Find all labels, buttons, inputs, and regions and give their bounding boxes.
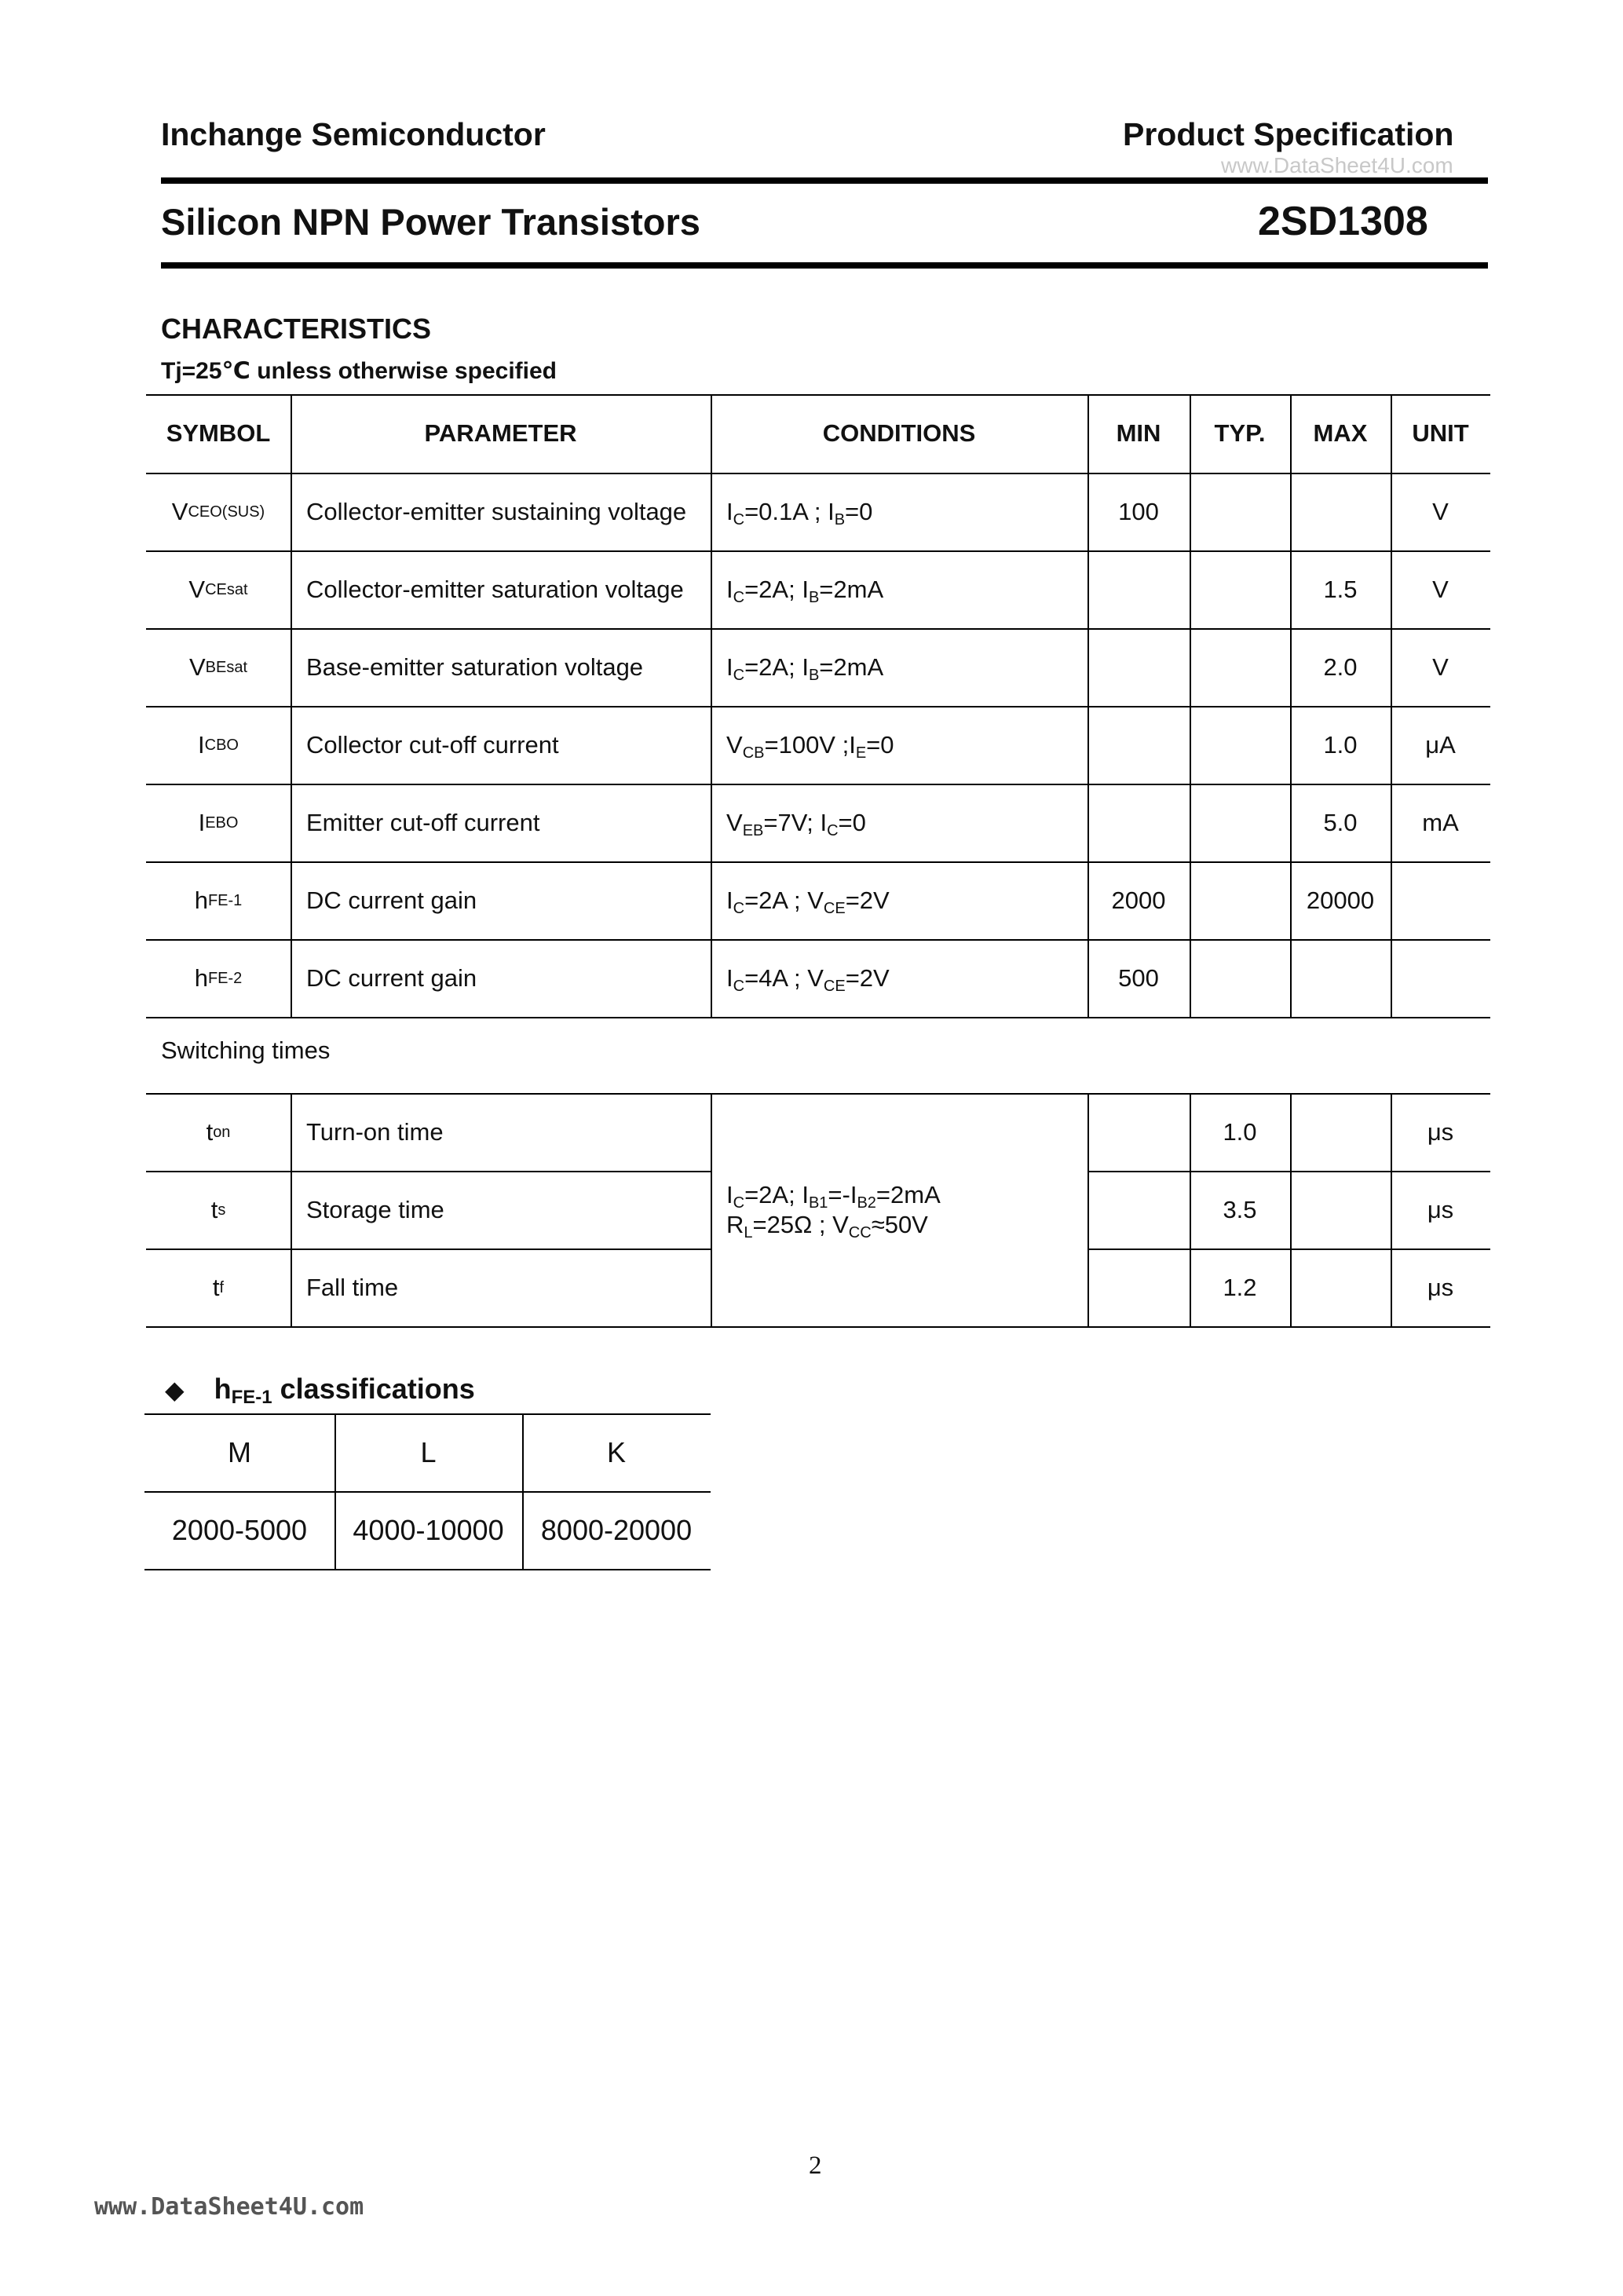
cond-part: I — [726, 886, 733, 914]
cond-part: =2mA — [819, 653, 884, 681]
cond-part: I — [726, 1180, 733, 1208]
symbol-main: t — [212, 1273, 220, 1301]
typ-cell — [1190, 861, 1290, 939]
class-grade: L — [420, 1435, 437, 1468]
cond-part: V — [726, 730, 743, 759]
cond-part: I — [726, 575, 733, 603]
cond-sub: L — [744, 1223, 753, 1241]
table-col-divider — [1087, 1093, 1089, 1326]
symbol-cell: I CBO — [198, 730, 239, 759]
part-number: 2SD1308 — [1258, 199, 1428, 244]
table-col-divider — [1290, 1093, 1292, 1326]
table-header-cell: TYP. — [1214, 419, 1266, 447]
min-cell — [1087, 550, 1190, 628]
max-cell: 1.5 — [1323, 575, 1358, 603]
symbol-main: h — [194, 963, 208, 992]
parameter-cell: Base-emitter saturation voltage — [306, 653, 644, 681]
cond-sub: B2 — [857, 1194, 876, 1212]
cond-sub: CB — [742, 744, 765, 762]
cond-part: I — [726, 653, 733, 681]
cond-sub: C — [827, 821, 839, 839]
cond-part: I — [726, 963, 733, 992]
typ-cell — [1190, 706, 1290, 784]
header-rule-top — [161, 177, 1488, 184]
symbol-cell: t on — [206, 1117, 231, 1146]
cond-part: ≈50V — [871, 1210, 928, 1238]
cond-part: =0.1A ; I — [744, 497, 835, 525]
parameter-cell: DC current gain — [306, 963, 477, 992]
class-grade: K — [606, 1435, 626, 1468]
cond-sub: C — [733, 977, 745, 995]
unit-cell: V — [1432, 653, 1449, 681]
class-title-rest: classifications — [272, 1373, 475, 1405]
cond-part: =2A; I — [744, 653, 809, 681]
conditions-cell — [711, 628, 1087, 706]
cond-sub: C — [733, 666, 745, 684]
conditions-cell — [711, 784, 1087, 861]
unit-cell — [1391, 939, 1490, 1017]
conditions-text — [726, 964, 890, 993]
unit-cell — [1391, 861, 1490, 939]
cond-part: =-I — [828, 1180, 857, 1208]
max-cell — [1290, 473, 1391, 550]
class-range: 2000-5000 — [171, 1513, 308, 1546]
cond-sub: C — [733, 588, 745, 606]
cond-part: =2V — [845, 886, 890, 914]
symbol-cell: t f — [212, 1273, 225, 1301]
conditions-text — [726, 653, 883, 682]
company-name: Inchange Semiconductor — [161, 116, 546, 152]
section-title: CHARACTERISTICS — [161, 313, 432, 345]
cond-sub: C — [733, 899, 745, 917]
cond-part: =4A ; V — [744, 963, 824, 992]
table-rule — [144, 1569, 711, 1570]
symbol-main: V — [171, 497, 188, 525]
cond-sub: CE — [823, 899, 846, 917]
cond-sub: CE — [823, 977, 846, 995]
cond-part: =2mA — [875, 1180, 941, 1208]
conditions-cell — [711, 939, 1087, 1017]
cond-sub: CC — [848, 1223, 872, 1241]
cond-part: I — [726, 497, 733, 525]
conditions-text — [726, 576, 883, 604]
watermark-top[interactable]: www.DataSheet4U.com — [1221, 153, 1453, 177]
symbol-cell: h FE-1 — [194, 886, 243, 914]
switching-conditions-line1 — [726, 1180, 941, 1210]
table-rule — [146, 1326, 1490, 1328]
min-cell: 500 — [1118, 963, 1159, 992]
parameter-cell: DC current gain — [306, 886, 477, 914]
condition-note: Tj=25℃ unless otherwise specified — [161, 358, 557, 384]
symbol-cell: t s — [210, 1195, 226, 1223]
max-cell: 5.0 — [1323, 808, 1358, 836]
typ-cell: 1.0 — [1223, 1117, 1257, 1146]
class-title-sub: FE-1 — [231, 1387, 272, 1408]
table-header-cell: MAX — [1313, 419, 1368, 447]
cond-sub: EB — [742, 821, 764, 839]
cond-part: =0 — [838, 808, 866, 836]
cond-sub: C — [733, 1194, 745, 1212]
symbol-cell: V CEsat — [188, 575, 248, 603]
cond-sub: B1 — [808, 1194, 828, 1212]
max-cell — [1290, 939, 1391, 1017]
unit-cell: μs — [1427, 1273, 1454, 1301]
cond-part: =25Ω ; V — [752, 1210, 849, 1238]
symbol-cell: V BEsat — [188, 653, 248, 681]
document-type: Product Specification — [1123, 116, 1454, 152]
symbol-main: V — [188, 575, 206, 603]
max-cell: 2.0 — [1323, 653, 1358, 681]
cond-sub: C — [733, 510, 745, 528]
parameter-cell: Storage time — [306, 1195, 444, 1223]
class-title-main: h — [214, 1373, 232, 1405]
classifications-title — [165, 1373, 475, 1406]
table-rule — [146, 1017, 1490, 1018]
cond-part: =0 — [866, 730, 894, 759]
parameter-cell: Collector-emitter saturation voltage — [306, 575, 684, 603]
class-range: 8000-20000 — [540, 1513, 693, 1546]
cond-part: =100V ;I — [764, 730, 856, 759]
cond-part: =2A; I — [744, 1180, 809, 1208]
conditions-text — [726, 809, 866, 837]
unit-cell: V — [1432, 575, 1449, 603]
cond-part: V — [726, 808, 743, 836]
table-header-cell: MIN — [1116, 419, 1161, 447]
unit-cell: μA — [1425, 730, 1456, 759]
cond-part: =2V — [845, 963, 890, 992]
min-cell — [1087, 628, 1190, 706]
header-rule-bottom — [161, 262, 1488, 269]
cond-sub: E — [855, 744, 867, 762]
cond-sub: B — [834, 510, 846, 528]
class-grade: M — [228, 1435, 251, 1468]
conditions-text — [726, 498, 872, 526]
page-number: 2 — [809, 2152, 822, 2180]
class-range: 4000-10000 — [353, 1513, 504, 1546]
typ-cell: 3.5 — [1223, 1195, 1257, 1223]
symbol-cell: h FE-2 — [194, 963, 243, 992]
conditions-cell — [711, 706, 1087, 784]
max-cell: 20000 — [1306, 886, 1375, 914]
conditions-text — [726, 887, 890, 915]
cond-sub: B — [808, 588, 820, 606]
typ-cell: 1.2 — [1223, 1273, 1257, 1301]
cond-part: =7V; I — [763, 808, 828, 836]
typ-cell — [1190, 628, 1290, 706]
parameter-cell: Fall time — [306, 1273, 399, 1301]
switching-conditions-cell — [711, 1093, 1087, 1326]
conditions-cell — [711, 861, 1087, 939]
table-header-cell: SYMBOL — [166, 419, 271, 447]
table-header-cell: CONDITIONS — [822, 419, 976, 447]
diamond-bullet-icon: ◆ — [165, 1376, 185, 1404]
max-cell: 1.0 — [1323, 730, 1358, 759]
conditions-text — [726, 730, 894, 762]
symbol-main: V — [188, 653, 206, 681]
symbol-main: I — [198, 730, 205, 759]
parameter-cell: Collector cut-off current — [306, 730, 559, 759]
typ-cell — [1190, 473, 1290, 550]
typ-cell — [1190, 939, 1290, 1017]
symbol-main: h — [194, 886, 208, 914]
parameter-cell: Turn-on time — [306, 1117, 444, 1146]
switching-conditions-line2 — [726, 1210, 928, 1240]
unit-cell: V — [1432, 497, 1449, 525]
unit-cell: μs — [1427, 1195, 1454, 1223]
conditions-cell — [711, 473, 1087, 550]
min-cell: 2000 — [1111, 886, 1166, 914]
watermark-bottom[interactable]: www.DataSheet4U.com — [94, 2193, 364, 2221]
cond-part: =2A; I — [744, 575, 809, 603]
typ-cell — [1190, 550, 1290, 628]
unit-cell: μs — [1427, 1117, 1454, 1146]
parameter-cell: Collector-emitter sustaining voltage — [306, 497, 687, 525]
symbol-cell: I EBO — [198, 808, 239, 836]
product-line-title: Silicon NPN Power Transistors — [161, 201, 700, 243]
cond-sub: B — [808, 666, 820, 684]
symbol-cell: V CEO(SUS) — [171, 497, 265, 525]
symbol-main: I — [198, 808, 206, 836]
parameter-cell: Emitter cut-off current — [306, 808, 540, 836]
cond-part: R — [726, 1210, 744, 1238]
min-cell: 100 — [1118, 497, 1159, 525]
symbol-main: t — [210, 1195, 218, 1223]
cond-part: =2mA — [819, 575, 884, 603]
min-cell — [1087, 784, 1190, 861]
table-header-cell: UNIT — [1412, 419, 1469, 447]
min-cell — [1087, 706, 1190, 784]
table-header-cell: PARAMETER — [424, 419, 577, 447]
cond-part: =0 — [845, 497, 873, 525]
unit-cell: mA — [1422, 808, 1459, 836]
typ-cell — [1190, 784, 1290, 861]
cond-part: =2A ; V — [744, 886, 824, 914]
conditions-cell — [711, 550, 1087, 628]
symbol-main: t — [206, 1117, 214, 1146]
switching-times-label: Switching times — [161, 1036, 331, 1064]
